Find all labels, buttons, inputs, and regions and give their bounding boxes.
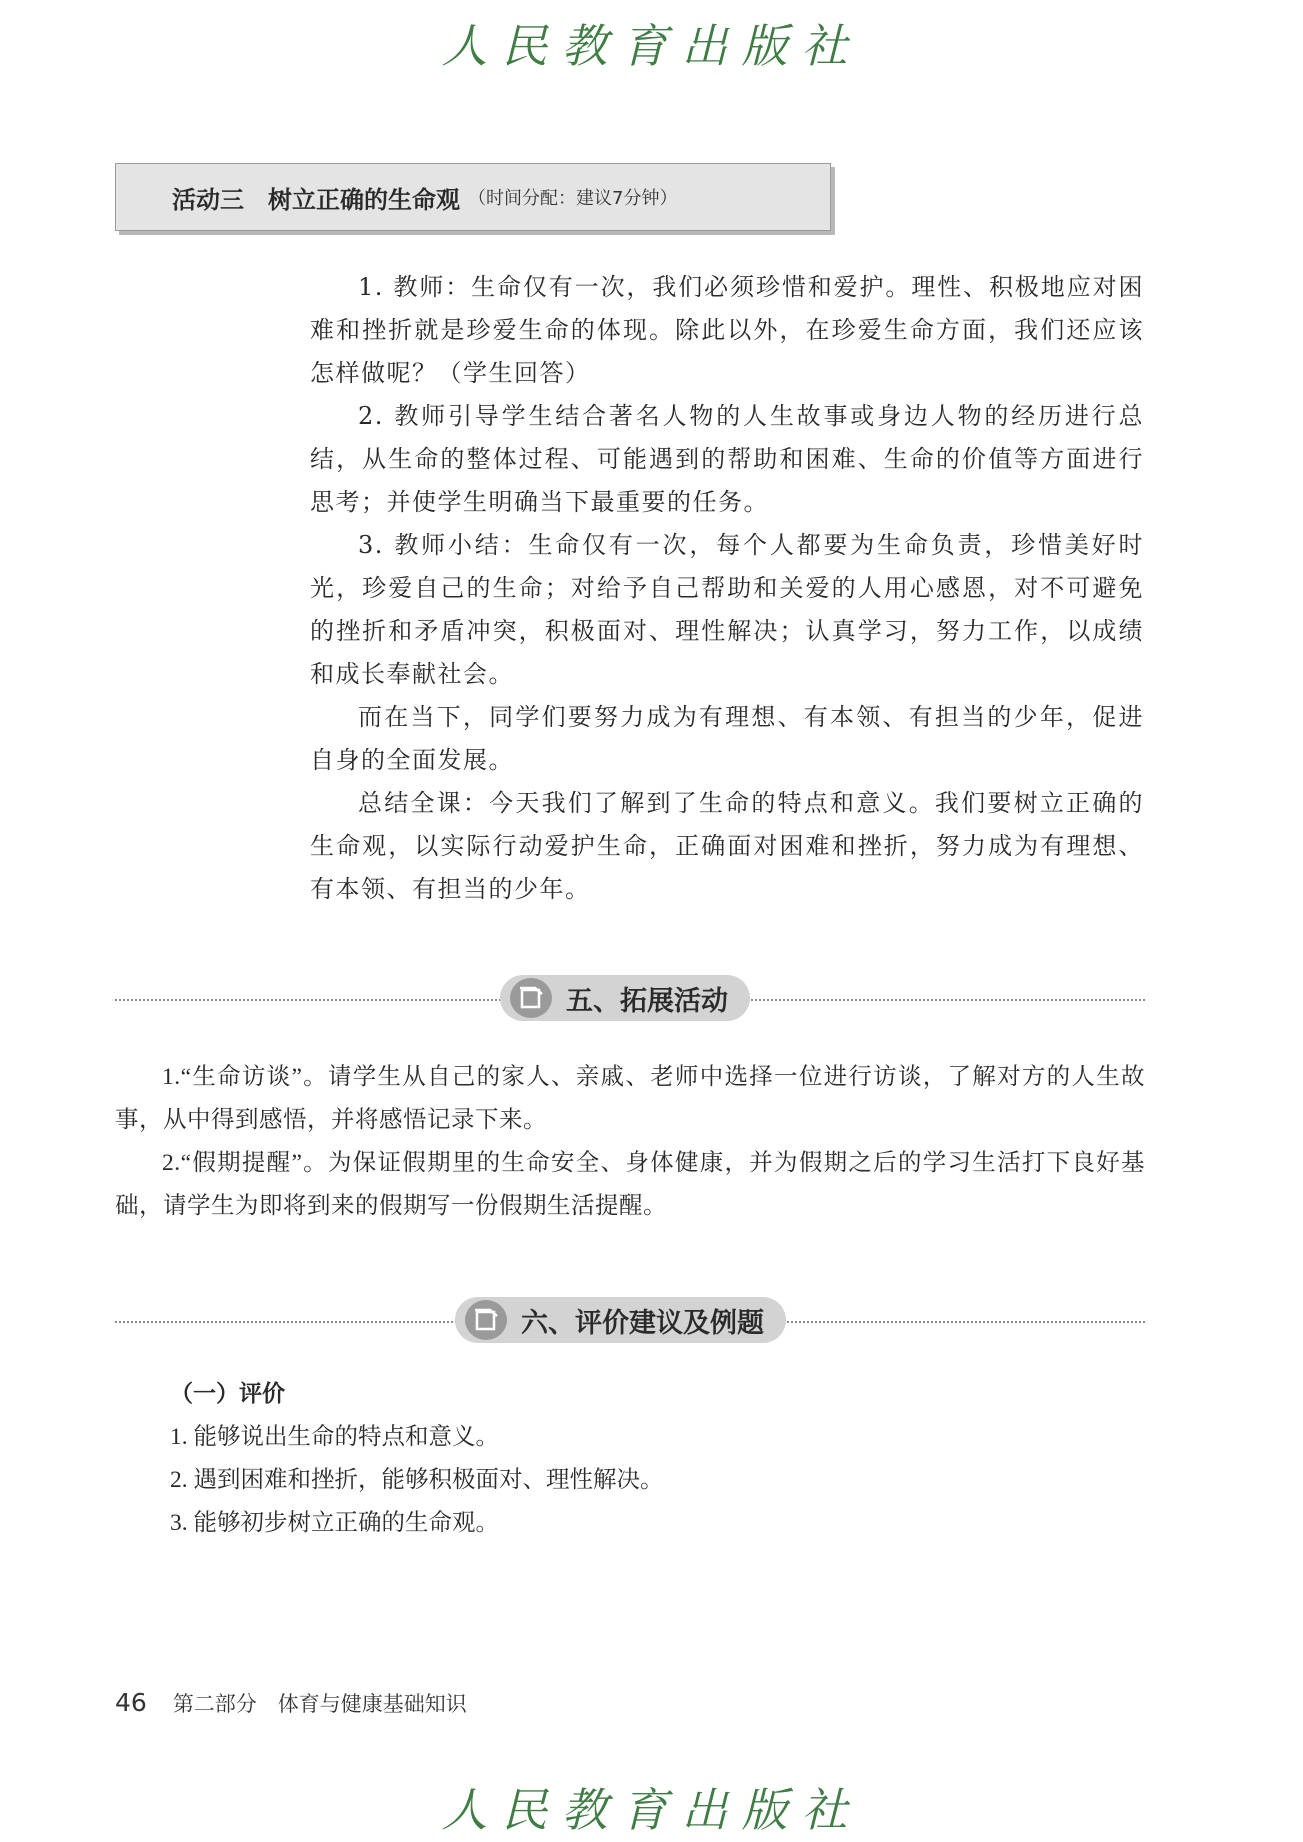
publisher-logo-bottom: 人民教育出版社 — [441, 1783, 862, 1837]
section-6-pill — [455, 1297, 786, 1343]
activity-time-allocation: （时间分配：建议7分钟） — [468, 188, 678, 209]
book-icon — [510, 978, 552, 1018]
section-5-header — [115, 975, 1145, 1025]
extension-activity-item: 1.“生命访谈”。请学生从自己的家人、亲戚、老师中选择一位进行访谈，了解对方的人生故事，从中得到感悟，并将感悟记录下来。 — [115, 1064, 1145, 1133]
activity-paragraph: 而在当下，同学们要努力成为有理想、有本领、有担当的少年，促进自身的全面发展。 — [310, 703, 1144, 774]
activity-body — [310, 266, 1144, 911]
extension-activity-item: 2.“假期提醒”。为保证假期里的生命安全、身体健康，并为假期之后的学习生活打下良好基础，请学生为即将到来的假期写一份假期生活提醒。 — [115, 1150, 1145, 1219]
section-6-header — [115, 1297, 1145, 1347]
book-icon — [465, 1300, 507, 1340]
page-footer — [115, 1688, 467, 1718]
activity-paragraph: 1. 教师：生命仅有一次，我们必须珍惜和爱护。理性、积极地应对困难和挫折就是珍爱生命的体现。除此以外，在珍爱生命方面，我们还应该怎样做呢？（学生回答） — [310, 273, 1144, 387]
activity-title: 活动三 树立正确的生命观 — [172, 185, 460, 214]
section-6-body — [170, 1373, 1070, 1545]
section-5-body — [115, 1056, 1145, 1228]
page-number: 46 — [115, 1688, 147, 1717]
publisher-logo-top: 人民教育出版社 — [441, 19, 862, 73]
activity-paragraph: 2. 教师引导学生结合著名人物的人生故事或身边人物的经历进行总结，从生命的整体过程、可能遇到的帮助和困难、生命的价值等方面进行思考；并使学生明确当下最重要的任务。 — [310, 402, 1144, 516]
evaluation-item: 1. 能够说出生命的特点和意义。 — [170, 1424, 499, 1450]
section-5-pill — [500, 975, 750, 1021]
evaluation-subheading: （一）评价 — [170, 1381, 285, 1407]
activity-header-box — [115, 163, 831, 231]
evaluation-item: 3. 能够初步树立正确的生命观。 — [170, 1510, 499, 1536]
activity-paragraph: 3. 教师小结：生命仅有一次，每个人都要为生命负责，珍惜美好时光，珍爱自己的生命；对给予自己帮助和关爱的人用心感恩，对不可避免的挫折和矛盾冲突，积极面对、理性解决；认真学习，努力工作，以成绩和成长奉献社会。 — [310, 531, 1144, 688]
footer-section-label: 第二部分 体育与健康基础知识 — [172, 1692, 467, 1716]
evaluation-item: 2. 遇到困难和挫折，能够积极面对、理性解决。 — [170, 1467, 664, 1493]
section-6-title: 六、评价建议及例题 — [521, 1307, 764, 1339]
section-5-title: 五、拓展活动 — [566, 985, 728, 1017]
activity-paragraph: 总结全课：今天我们了解到了生命的特点和意义。我们要树立正确的生命观，以实际行动爱护生命，正确面对困难和挫折，努力成为有理想、有本领、有担当的少年。 — [310, 789, 1144, 903]
